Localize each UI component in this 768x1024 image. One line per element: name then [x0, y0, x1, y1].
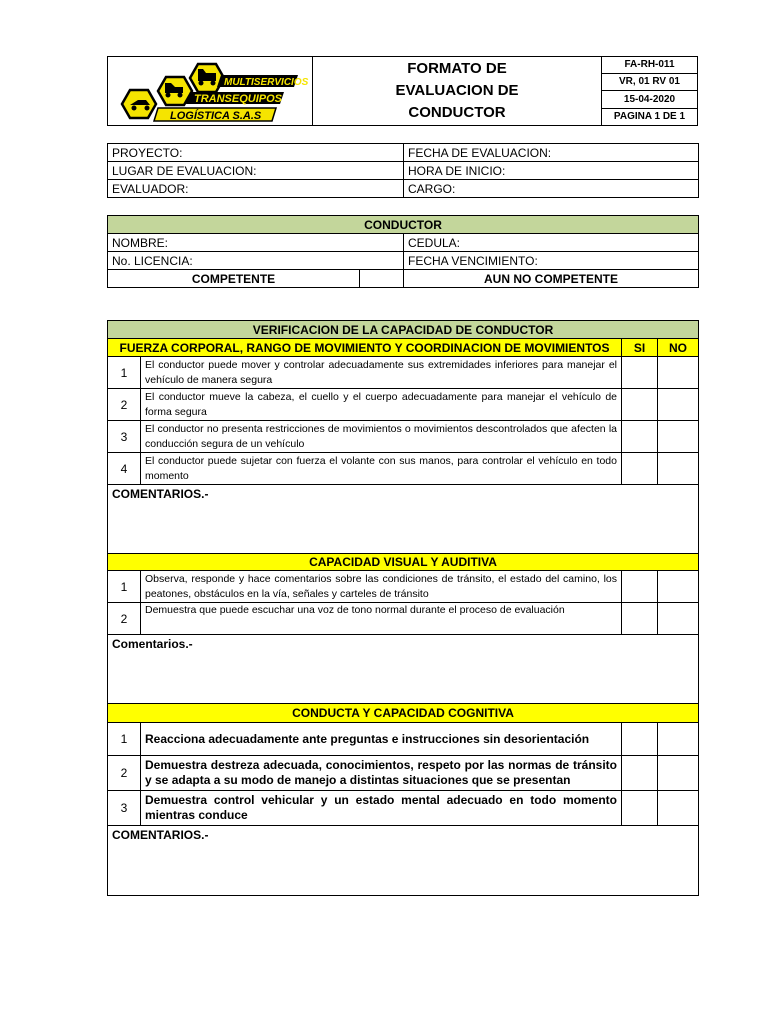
item-number: 4	[108, 453, 141, 485]
logo-line1: MULTISERVICIOS	[224, 77, 309, 88]
field-proyecto[interactable]: PROYECTO:	[108, 144, 404, 162]
checkbox-no[interactable]	[658, 389, 699, 421]
table-row	[108, 453, 699, 485]
item-number: 2	[108, 756, 141, 791]
checkbox-si[interactable]	[622, 421, 658, 453]
section1-heading: FUERZA CORPORAL, RANGO DE MOVIMIENTO Y COORDINACION DE MOVIMIENTOS	[108, 339, 622, 357]
field-licencia[interactable]: No. LICENCIA:	[108, 252, 404, 270]
item-text: Reacciona adecuadamente ante preguntas e instrucciones sin desorientación	[141, 723, 622, 756]
checkbox-si[interactable]	[622, 791, 658, 826]
document-page: PAGINA 1 DE 1	[602, 109, 698, 127]
item-text: El conductor no presenta restricciones de movimientos o movimientos descontrolados que afecten la conducción segura de un vehículo	[141, 421, 622, 453]
checkbox-si[interactable]	[622, 571, 658, 603]
checkbox-no[interactable]	[658, 756, 699, 791]
document-codes	[602, 56, 698, 126]
item-text: Demuestra que puede escuchar una voz de tono normal durante el proceso de evaluación	[141, 603, 622, 635]
item-text: Demuestra control vehicular y un estado mental adecuado en todo momento mientras conduce	[141, 791, 622, 826]
verification-table	[107, 320, 699, 896]
checkbox-competente[interactable]	[360, 270, 404, 288]
table-row	[108, 357, 699, 389]
document-header	[107, 56, 698, 126]
no-header: NO	[658, 339, 699, 357]
item-number: 1	[108, 723, 141, 756]
field-fecha-evaluacion[interactable]: FECHA DE EVALUACION:	[404, 144, 699, 162]
conductor-table	[107, 215, 699, 288]
checkbox-no[interactable]	[658, 603, 699, 635]
field-nombre[interactable]: NOMBRE:	[108, 234, 404, 252]
company-logo	[107, 56, 312, 126]
comments-field[interactable]: COMENTARIOS.-	[108, 826, 699, 896]
verification-heading: VERIFICACION DE LA CAPACIDAD DE CONDUCTOR	[108, 321, 699, 339]
item-number: 2	[108, 603, 141, 635]
item-text: El conductor mueve la cabeza, el cuello y el cuerpo adecuadamente para manejar el vehículo de forma segura	[141, 389, 622, 421]
table-row	[108, 389, 699, 421]
item-number: 1	[108, 571, 141, 603]
item-number: 3	[108, 421, 141, 453]
checkbox-no[interactable]	[658, 421, 699, 453]
comments-field[interactable]: COMENTARIOS.-	[108, 485, 699, 554]
document-title	[312, 56, 602, 126]
document-code: FA-RH-011	[602, 56, 698, 74]
checkbox-si[interactable]	[622, 357, 658, 389]
item-number: 3	[108, 791, 141, 826]
checkbox-si[interactable]	[622, 756, 658, 791]
document-version: VR, 01 RV 01	[602, 74, 698, 92]
field-vencimiento[interactable]: FECHA VENCIMIENTO:	[404, 252, 699, 270]
checkbox-no[interactable]	[658, 357, 699, 389]
field-hora-inicio[interactable]: HORA DE INICIO:	[404, 162, 699, 180]
table-row	[108, 421, 699, 453]
checkbox-no[interactable]	[658, 791, 699, 826]
table-row	[108, 756, 699, 791]
field-cargo[interactable]: CARGO:	[404, 180, 699, 198]
field-evaluador[interactable]: EVALUADOR:	[108, 180, 404, 198]
item-text: El conductor puede mover y controlar adecuadamente sus extremidades inferiores para manejar el vehículo de manera segura	[141, 357, 622, 389]
checkbox-si[interactable]	[622, 389, 658, 421]
section3-heading: CONDUCTA Y CAPACIDAD COGNITIVA	[108, 704, 699, 723]
field-lugar[interactable]: LUGAR DE EVALUACION:	[108, 162, 404, 180]
logo-graphic	[108, 57, 313, 125]
item-text: Observa, responde y hace comentarios sobre las condiciones de tránsito, el estado del camino, los peatones, obstáculos en la vía, señales y carteles de tránsito	[141, 571, 622, 603]
label-competente: COMPETENTE	[108, 270, 360, 288]
logo-line3: LOGÍSTICA S.A.S	[170, 110, 262, 122]
table-row	[108, 791, 699, 826]
document-title-text: FORMATO DE EVALUACION DE CONDUCTOR	[395, 60, 519, 121]
table-row	[108, 603, 699, 635]
checkbox-no[interactable]	[658, 453, 699, 485]
checkbox-si[interactable]	[622, 723, 658, 756]
item-number: 1	[108, 357, 141, 389]
section2-heading: CAPACIDAD VISUAL Y AUDITIVA	[108, 554, 699, 571]
label-no-competente[interactable]: AUN NO COMPETENTE	[404, 270, 699, 288]
checkbox-no[interactable]	[658, 723, 699, 756]
conductor-heading: CONDUCTOR	[108, 216, 699, 234]
logo-line2: TRANSEQUIPOS	[194, 93, 283, 105]
field-cedula[interactable]: CEDULA:	[404, 234, 699, 252]
si-header: SI	[622, 339, 658, 357]
checkbox-si[interactable]	[622, 603, 658, 635]
item-text: Demuestra destreza adecuada, conocimientos, respeto por las normas de tránsito y se adapta a su modo de manejo a distintas situaciones que se presentan	[141, 756, 622, 791]
item-text: El conductor puede sujetar con fuerza el volante con sus manos, para controlar el vehículo en todo momento	[141, 453, 622, 485]
document-date: 15-04-2020	[602, 91, 698, 109]
general-info-table	[107, 143, 699, 198]
checkbox-no[interactable]	[658, 571, 699, 603]
table-row	[108, 723, 699, 756]
item-number: 2	[108, 389, 141, 421]
comments-field[interactable]: Comentarios.-	[108, 635, 699, 704]
checkbox-si[interactable]	[622, 453, 658, 485]
table-row	[108, 571, 699, 603]
